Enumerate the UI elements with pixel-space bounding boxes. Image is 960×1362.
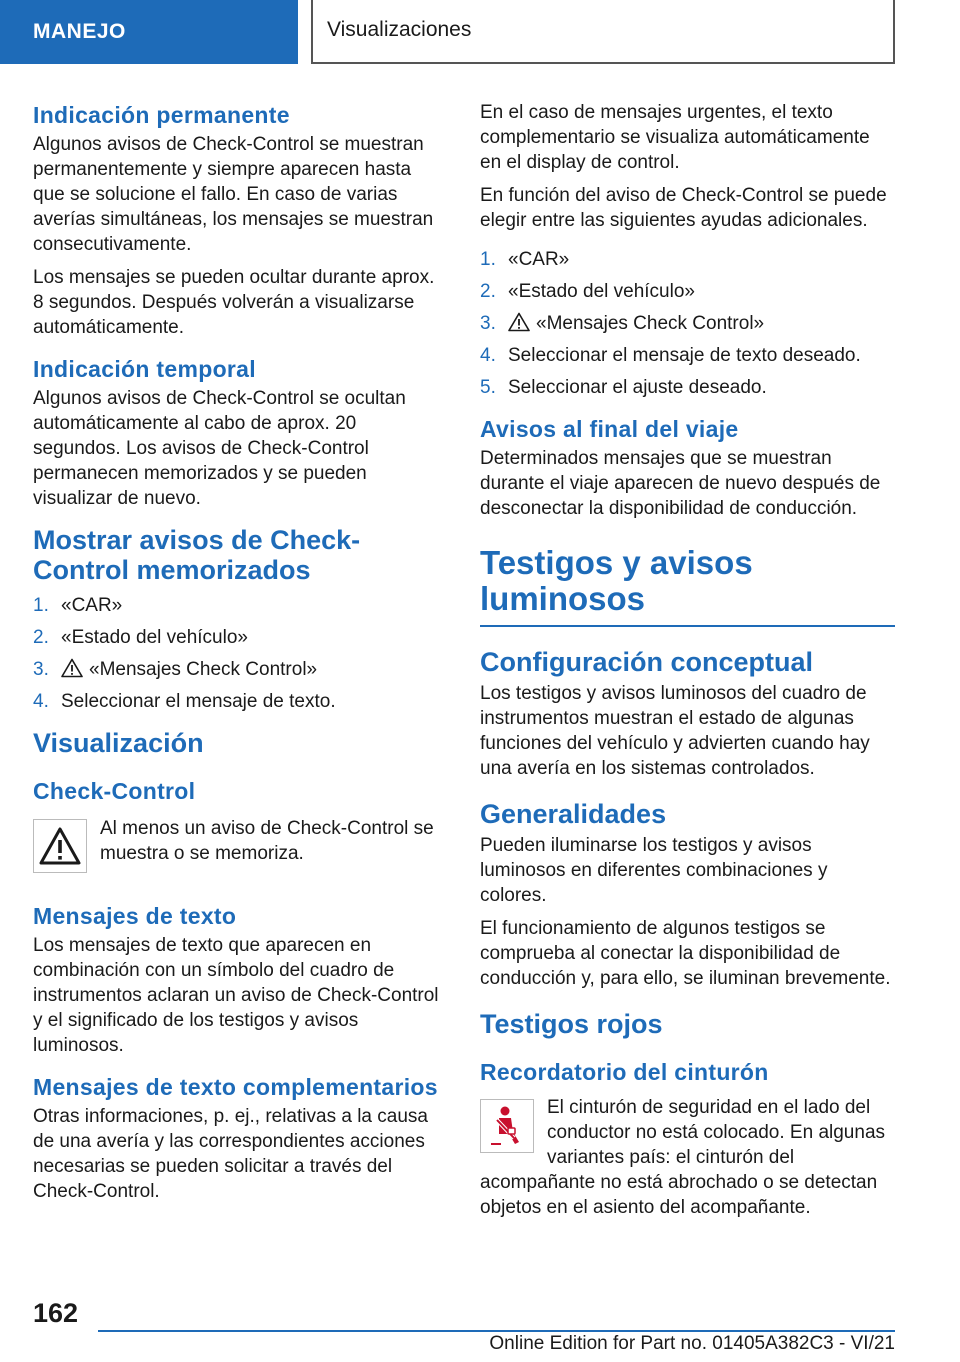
paragraph-final-viaje: Determinados mensajes que se muestran durante el viaje aparecen de nuevo después de desconectar la disponibilidad de conducción.	[480, 448, 881, 519]
page-number: 162	[33, 1298, 79, 1328]
paragraph-funcion-aviso: En función del aviso de Check-Control se puede elegir entre las siguientes ayudas adicionales.	[480, 185, 887, 231]
paragraph-permanente-1: Algunos avisos de Check-Control se muestran permanentemente y siempre aparecen hasta que se solucione el fallo. En caso de varias averías simultáneas, los mensajes se muestran consecutivamente.	[33, 134, 434, 255]
section-divider	[480, 625, 895, 627]
step-number: 1.	[33, 595, 49, 616]
step-text: «CAR»	[508, 249, 570, 270]
right-column	[480, 100, 895, 1228]
paragraph-mensajes-texto: Los mensajes de texto que aparecen en combinación con un símbolo del cuadro de instrumentos aclaran un aviso de Check-Control y el significado de los testigos y avisos luminosos.	[33, 935, 439, 1056]
heading-indicacion-permanente: Indicación permanente	[33, 102, 290, 128]
heading-mensajes-complementarios: Mensajes de texto complementarios	[33, 1074, 438, 1100]
step-text: Seleccionar el mensaje de texto.	[61, 691, 336, 712]
list-item	[33, 593, 448, 618]
list-item	[480, 279, 895, 304]
step-text: «Estado del vehículo»	[61, 627, 248, 648]
left-column	[33, 100, 448, 1212]
step-number: 2.	[480, 281, 496, 302]
section-title: Visualizaciones	[311, 0, 895, 64]
step-number: 4.	[480, 345, 496, 366]
step-text: «Mensajes Check Control»	[536, 313, 765, 334]
seatbelt-reminder-icon	[485, 1104, 529, 1148]
step-text: «CAR»	[61, 595, 123, 616]
step-text: Seleccionar el ajuste deseado.	[508, 377, 767, 398]
list-item	[480, 375, 895, 400]
list-item	[33, 625, 448, 650]
list-item	[480, 311, 895, 336]
step-text: «Estado del vehículo»	[508, 281, 695, 302]
steps-list-right	[480, 247, 895, 400]
list-item	[480, 247, 895, 272]
paragraph-mensajes-complementarios: Otras informaciones, p. ej., relativas a la causa de una avería y las correspondientes acciones necesarias se pueden solicitar a través del Check-Control.	[33, 1106, 428, 1202]
paragraph-cinturon: El cinturón de seguridad en el lado del conductor no está colocado. En algunas variantes país: el cinturón del acompañante no está abrochado o se detectan objetos en el asiento del acompañante.	[480, 1097, 886, 1218]
step-text: Seleccionar el mensaje de texto deseado.	[508, 345, 861, 366]
heading-indicacion-temporal: Indicación temporal	[33, 356, 256, 382]
steps-list-left	[33, 593, 448, 714]
step-number: 3.	[33, 659, 49, 680]
heading-final-viaje: Avisos al final del viaje	[480, 416, 739, 442]
seatbelt-block	[480, 1095, 895, 1220]
paragraph-generalidades-1: Pueden iluminarse los testigos y avisos luminosos en diferentes combinaciones y colores.	[480, 835, 828, 906]
paragraph-generalidades-2: El funcionamiento de algunos testigos se comprueba al conectar la disponibilidad de conducción y, para ello, se iluminan brevemente.	[480, 918, 891, 989]
footer-divider	[98, 1330, 895, 1332]
heading-recordatorio-cinturon: Recordatorio del cinturón	[480, 1059, 769, 1085]
footer-edition: Online Edition for Part no. 01405A382C3 - VI/21	[489, 1333, 895, 1354]
heading-mensajes-texto: Mensajes de texto	[33, 903, 237, 929]
step-number: 2.	[33, 627, 49, 648]
step-number: 5.	[480, 377, 496, 398]
check-control-symbol	[33, 819, 87, 873]
step-number: 1.	[480, 249, 496, 270]
paragraph-temporal: Algunos avisos de Check-Control se ocultan automáticamente al cabo de aprox. 20 segundos. Los avisos de Check-Control permanecen memorizados y se pueden visualizar de nuevo.	[33, 388, 406, 509]
heading-testigos-avisos: Testigos y avisos luminosos	[480, 544, 753, 617]
heading-mostrar-avisos: Mostrar avisos de Check-Control memorizados	[33, 525, 361, 585]
step-number: 4.	[33, 691, 49, 712]
step-number: 3.	[480, 313, 496, 334]
paragraph-check-control: Al menos un aviso de Check-Control se muestra o se memoriza.	[100, 818, 434, 864]
step-text: «Mensajes Check Control»	[89, 659, 318, 680]
heading-testigos-rojos: Testigos rojos	[480, 1009, 663, 1039]
paragraph-permanente-2: Los mensajes se pueden ocultar durante aprox. 8 segundos. Después volverán a visualizarse automáticamente.	[33, 267, 435, 338]
heading-configuracion: Configuración conceptual	[480, 647, 814, 677]
heading-visualizacion: Visualización	[33, 728, 204, 758]
warning-triangle-icon	[508, 312, 530, 332]
list-item	[33, 657, 448, 682]
warning-triangle-icon	[61, 658, 83, 678]
heading-generalidades: Generalidades	[480, 799, 667, 829]
chapter-tab: MANEJO	[0, 0, 298, 64]
warning-triangle-icon	[38, 826, 82, 866]
heading-check-control: Check-Control	[33, 778, 196, 804]
seatbelt-symbol	[480, 1099, 534, 1153]
paragraph-mensajes-urgentes: En el caso de mensajes urgentes, el texto complementario se visualiza automáticamente en el display de control.	[480, 102, 870, 173]
paragraph-configuracion: Los testigos y avisos luminosos del cuadro de instrumentos muestran el estado de algunas funciones del vehículo y advierten cuando hay una avería en los sistemas controlados.	[480, 683, 870, 779]
list-item	[480, 343, 895, 368]
check-control-row	[33, 816, 448, 873]
list-item	[33, 689, 448, 714]
